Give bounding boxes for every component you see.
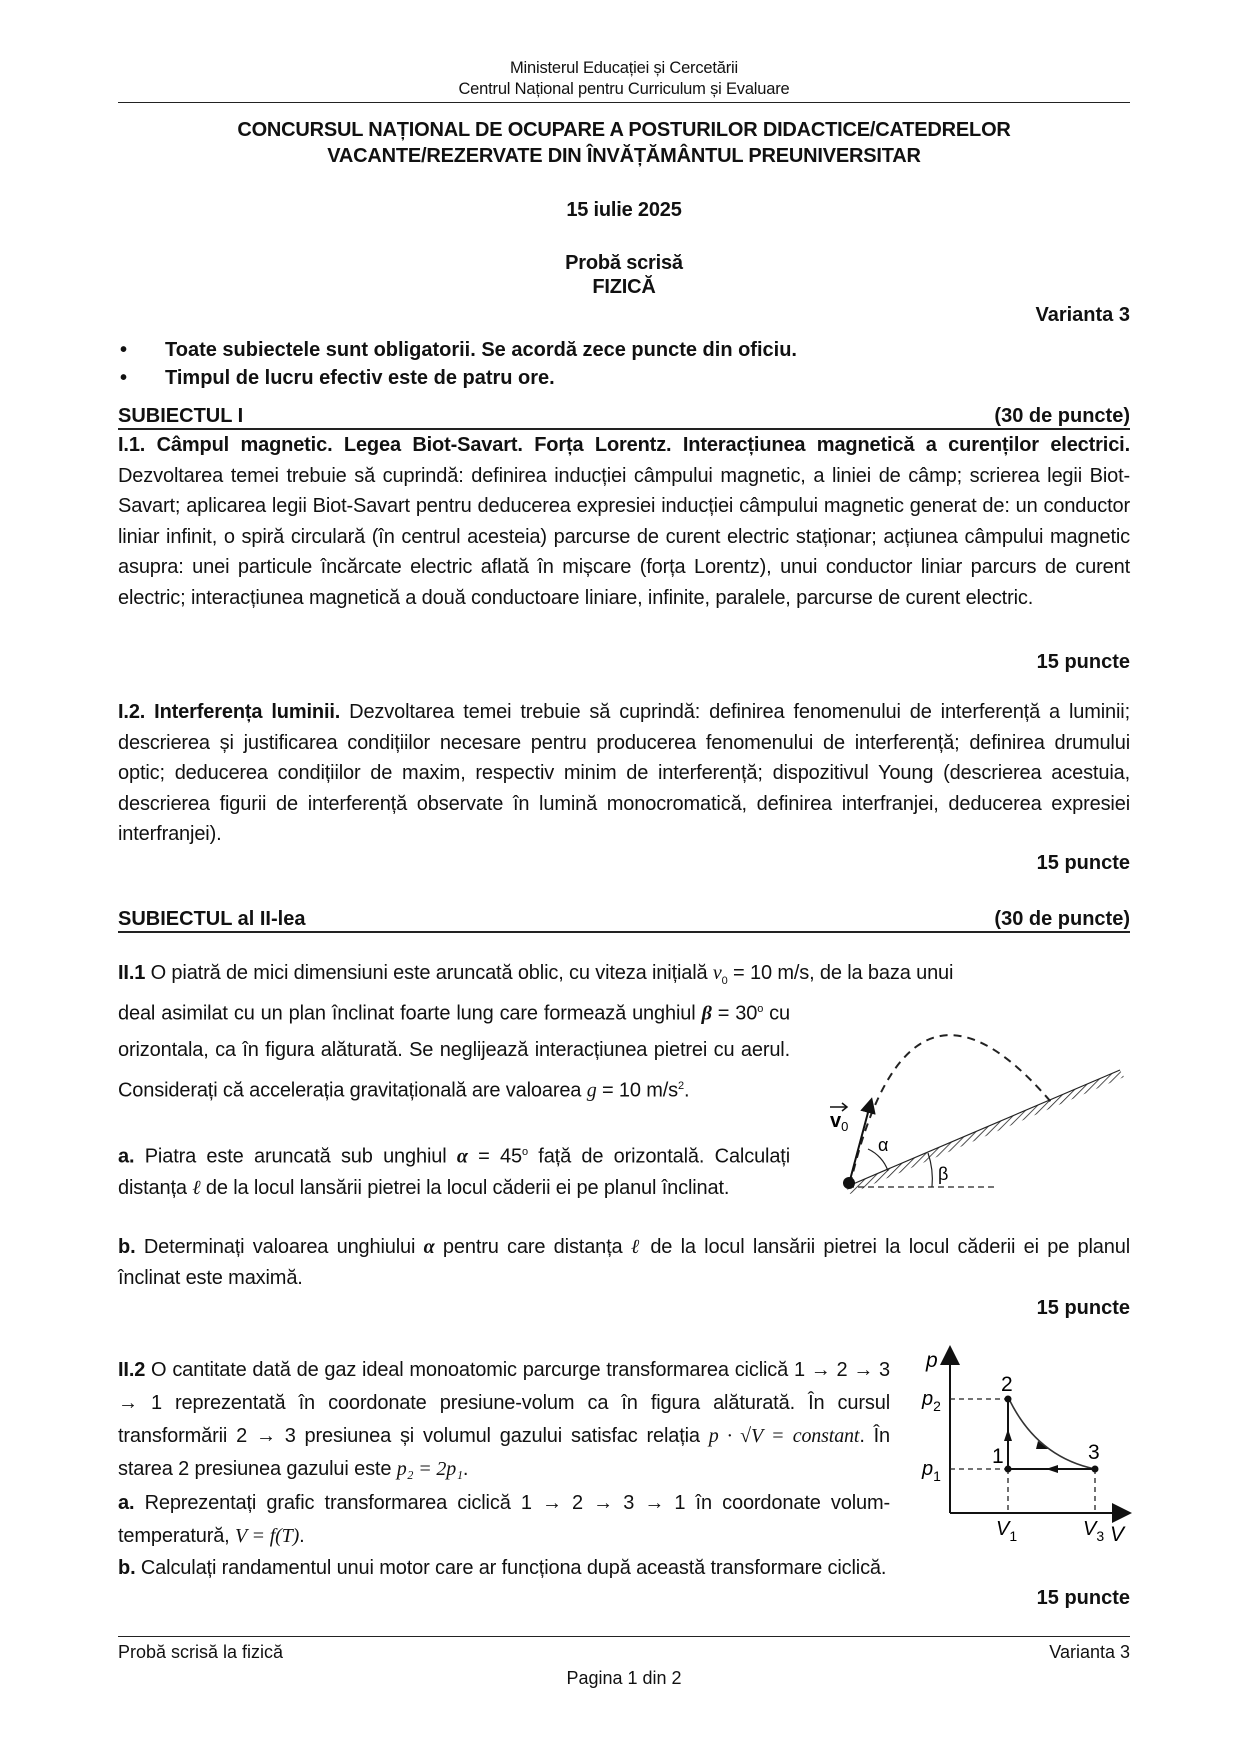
alpha-label: α [878, 1135, 889, 1155]
v-axis-label: V [1110, 1523, 1125, 1545]
instructions-list [118, 336, 1130, 392]
arrow-1-2-icon [1004, 1429, 1012, 1441]
instruction-item: • Toate subiectele sunt obligatorii. Se acordă zece puncte din oficiu. [120, 339, 797, 361]
problem2-part-b: b. Calculați randamentul unui motor care ar funcționa după această transformare ciclică. [118, 1557, 887, 1579]
p-axis-label: p [926, 1349, 938, 1372]
problem1-part-a: a. Piatra este aruncată sub unghiul $\alpha = 45^o$ față de orizontală. Calculați distanța ℓ de la locul lansării pietrei la locul căderii ei pe planul înclinat. [118, 1145, 791, 1199]
subject2-title: SUBIECTUL al II-lea [118, 908, 306, 930]
header-divider [118, 102, 1130, 103]
launch-point [843, 1177, 855, 1189]
trajectory-path [850, 1035, 1051, 1185]
exam-subject: FIZICĂ [592, 276, 656, 298]
exam-title-line2: VACANTE/REZERVATE DIN ÎNVĂȚĂMÂNTUL PREUNIVERSITAR [327, 145, 921, 167]
inclined-plane [846, 1070, 1124, 1194]
subject1-item1 [118, 430, 1130, 613]
subject1-header [118, 404, 1130, 430]
p2-label: $p_2$ [922, 1388, 941, 1414]
problem1-points: 15 puncte [1036, 1297, 1130, 1319]
instruction-item: • Timpul de lucru efectiv este de patru ore. [120, 367, 555, 389]
pv-diagram [908, 1345, 1138, 1545]
item2-label: I.2. Interferența luminii. [118, 701, 341, 723]
state-3-label: 3 [1088, 1441, 1100, 1464]
item1-label: I.1. Câmpul magnetic. Legea Biot-Savart. Forța Lorentz. Interacțiunea magnetică a curenților electrici. [118, 434, 1130, 456]
ministry-name: Ministerul Educației și Cercetării [510, 59, 738, 77]
p1-label: $p_1$ [922, 1458, 941, 1484]
item2-text: Dezvoltarea temei trebuie să cuprindă: definirea fenomenului de interferență a luminii; descrierea și justificarea condițiilor necesare pentru producerea fenomenului de interferență; definirea drumului optic; deducerea condițiilor de maxim, respectiv minim de interferență; dispozitivul Young (descrierea acestuia, descrierea figurii de interferență observate în lumină monocromatică, definirea interfranjei, deducerea expresiei interfranjei). [118, 701, 1131, 845]
v0-label: $v_0$ [830, 1110, 849, 1134]
item2-points: 15 puncte [1036, 852, 1130, 874]
exam-date: 15 iulie 2025 [566, 199, 682, 221]
state-1-label: 1 [992, 1445, 1004, 1468]
problem1-part-b: b. Determinați valoarea unghiului α pentru care distanța ℓ de la locul lansării pietrei la locul căderii ei pe planul înclinat este maximă. [118, 1236, 1130, 1289]
problem2-label: II.2 [118, 1359, 146, 1381]
exam-title-line1: CONCURSUL NAȚIONAL DE OCUPARE A POSTURILOR DIDACTICE/CATEDRELOR [237, 119, 1011, 141]
process-2-3 [1010, 1401, 1095, 1469]
velocity-vector [850, 1105, 870, 1180]
state-1-point [1005, 1466, 1012, 1473]
problem2-points: 15 puncte [1036, 1587, 1130, 1609]
exam-type: Probă scrisă [565, 252, 683, 274]
problem1-body: deal asimilat cu un plan înclinat foarte lung care formează unghiul $\beta = 30^o$ cu orizontala, ca în figura alăturată. Se neglijează interacțiunea pietrei cu aerul. Considerați că accelerația gravitațională are valoarea g = 10 $m/s^2$. [118, 1002, 790, 1102]
footer-row [118, 1641, 1130, 1663]
subject1-title: SUBIECTUL I [118, 405, 244, 427]
problem2-body: II.2 O cantitate dată de gaz ideal monoatomic parcurge transformarea ciclică 1 → 2 → 3 → 1 reprezentată în coordonate presiune-volum ca în figura alăturată. În cursul transformării 2 → 3 presiunea și volumul gazului satisfac relația p · √V = constant. În starea 2 presiunea gazului este p₂ = 2p₁. [118, 1359, 890, 1480]
footer-left: Probă scrisă la fizică [118, 1642, 284, 1662]
footer-right: Varianta 3 [1049, 1642, 1130, 1662]
projectile-figure [808, 995, 1130, 1205]
item1-points: 15 puncte [1036, 651, 1130, 673]
page-number: Pagina 1 din 2 [566, 1668, 682, 1688]
arrow-3-1-icon [1046, 1465, 1058, 1473]
v3-label: $V_3$ [1083, 1518, 1105, 1544]
problem1-label: II.1 [118, 962, 146, 984]
beta-label: β [938, 1164, 949, 1184]
arrow-2-3-icon [1036, 1441, 1048, 1449]
v1-label: $V_1$ [996, 1518, 1018, 1544]
subject1-item2 [118, 697, 1130, 850]
subject2-points: (30 de puncte) [994, 908, 1130, 930]
problem1-first-line: II.1 O piatră de mici dimensiuni este aruncată oblic, cu viteza inițială $v_0 = 10$ m/s, de la baza unui [118, 962, 954, 987]
variant-label: Varianta 3 [1035, 304, 1130, 326]
footer-divider [118, 1636, 1130, 1637]
center-name: Centrul Național pentru Curriculum și Evaluare [458, 80, 790, 98]
subject2-header [118, 907, 1130, 933]
subject1-points: (30 de puncte) [994, 405, 1130, 427]
state-3-point [1092, 1466, 1099, 1473]
problem2-part-a: a. Reprezentați grafic transformarea ciclică 1 → 2 → 3 → 1 în coordonate volum-temperatură, V = f(T). [118, 1492, 890, 1547]
state-2-label: 2 [1001, 1373, 1013, 1396]
state-2-point [1005, 1396, 1012, 1403]
item1-text: Dezvoltarea temei trebuie să cuprindă: definirea inducției câmpului magnetic, a liniei de câmp; scrierea legii Biot-Savart; aplicarea legii Biot-Savart pentru deducerea expresiei inducției câmpului magnetic generat de: un conductor liniar infinit, o spiră circulară (în centrul acesteia) parcurse de curent electric staționar; acțiunea câmpului magnetic asupra: unei particule încărcate electric aflată în mișcare (forța Lorentz), unui conductor liniar parcurs de curent electric; interacțiunea magnetică a două conductoare liniare, infinite, paralele, parcurse de curent electric. [118, 464, 1130, 609]
